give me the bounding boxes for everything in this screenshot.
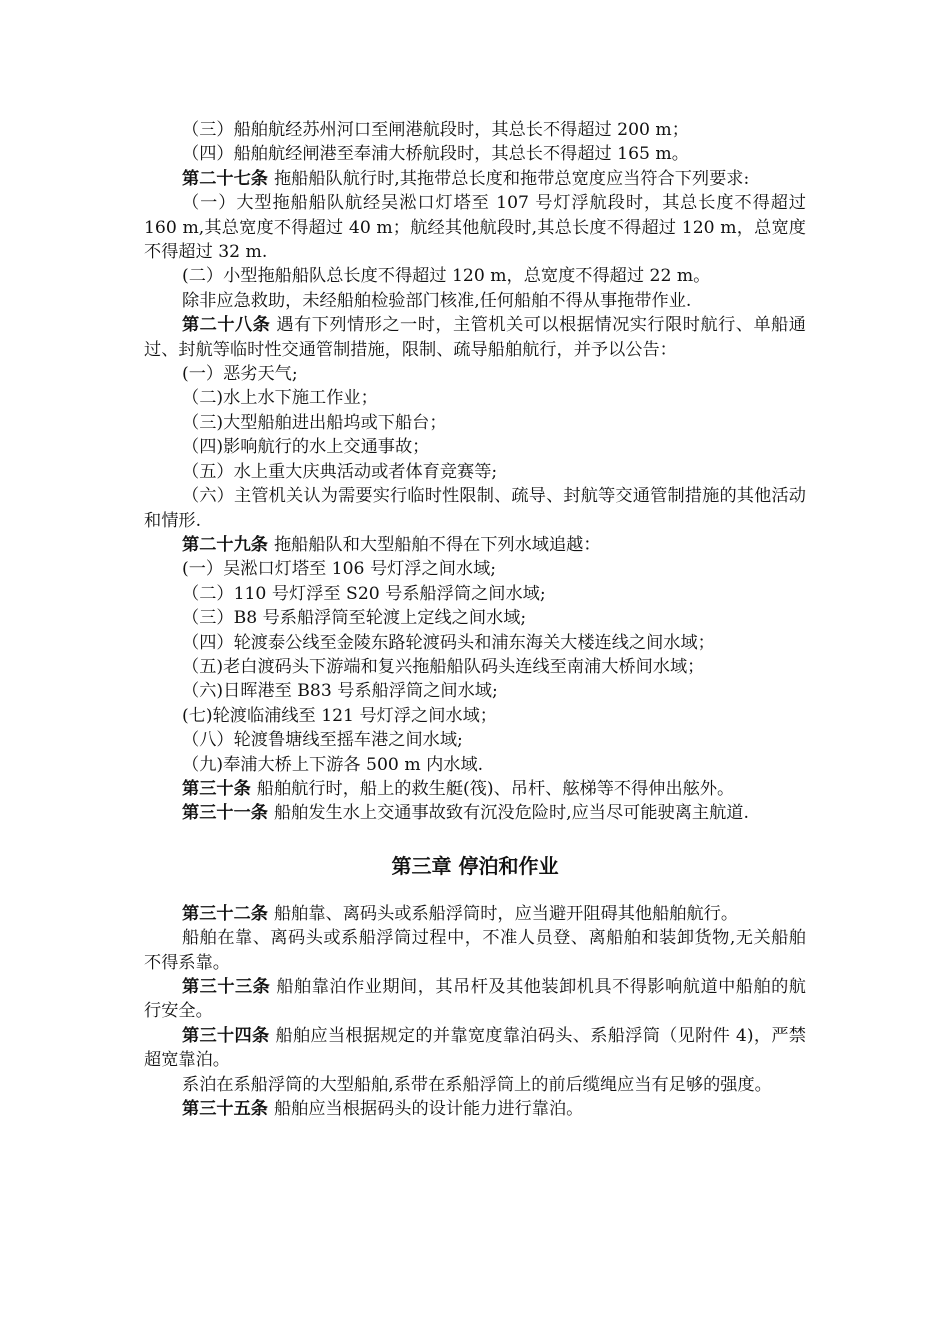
article-label: 第二十九条 <box>182 534 268 555</box>
article-text: 船舶靠泊作业期间，其吊杆及其他装卸机具不得影响航道中船舶的航行安全。 <box>144 977 806 1022</box>
article-label: 第三十二条 <box>182 903 268 924</box>
article-35 <box>144 1097 806 1121</box>
article-text: 船舶应当根据码头的设计能力进行靠泊。 <box>273 1099 584 1120</box>
article-label: 第三十三条 <box>182 977 271 997</box>
list-item: (一）吴淞口灯塔至 106 号灯浮之间水域; <box>182 559 497 580</box>
list-item: （六）主管机关认为需要实行临时性限制、疏导、封航等交通管制措施的其他活动和情形. <box>144 486 806 531</box>
article-28 <box>144 313 806 362</box>
clause-4: （四）船舶航经闸港至奉浦大桥航段时，其总长不得超过 165 m。 <box>182 144 689 165</box>
list-item: （三）B8 号系船浮筒至轮渡上定线之间水域; <box>182 608 527 629</box>
chapter-title: 第三章 停泊和作业 <box>391 853 559 878</box>
article-27 <box>144 167 806 191</box>
article-text: 拖船船队航行时,其拖带总长度和拖带总宽度应当符合下列要求: <box>273 168 750 189</box>
list-item: (二）小型拖船船队总长度不得超过 120 m，总宽度不得超过 22 m。 <box>182 266 711 287</box>
list-item: （六)日晖港至 B83 号系船浮筒之间水域; <box>182 681 498 702</box>
article-text: 拖船船队和大型船舶不得在下列水域追越： <box>273 534 601 555</box>
article-text: 船舶应当根据规定的并靠宽度靠泊码头、系船浮筒（见附件 4)，严禁超宽靠泊。 <box>144 1025 806 1071</box>
article-label: 第三十四条 <box>182 1025 270 1046</box>
list-item: （一）大型拖船船队航经吴淞口灯塔至 107 号灯浮航段时，其总长度不得超过 160 m,其总宽度不得超过 40 m；航经其他航段时,其总长度不得超过 120 m，总宽度不得超过 32 m. <box>144 193 806 263</box>
article-label: 第二十七条 <box>182 168 268 189</box>
list-item: 除非应急救助，未经船舶检验部门核准,任何船舶不得从事拖带作业. <box>182 290 692 311</box>
paragraph: 船舶在靠、离码头或系船浮筒过程中，不准人员登、离船舶和装卸货物,无关船舶不得系靠。 <box>144 928 806 973</box>
paragraph: 系泊在系船浮筒的大型船舶,系带在系船浮筒上的前后缆绳应当有足够的强度。 <box>182 1074 772 1095</box>
list-item: （二)水上水下施工作业； <box>182 388 378 409</box>
list-item: （四)影响航行的水上交通事故； <box>182 437 430 458</box>
article-text: 船舶发生水上交通事故致有沉没危险时,应当尽可能驶离主航道. <box>273 803 749 824</box>
article-text: 遇有下列情形之一时，主管机关可以根据情况实行限时航行、单船通过、封航等临时性交通管制措施，限制、疏导船舶航行，并予以公告： <box>144 315 806 360</box>
article-label: 第二十八条 <box>182 315 271 336</box>
article-32 <box>144 902 806 926</box>
article-33 <box>144 975 806 1024</box>
list-item: （三)大型船舶进出船坞或下船台； <box>182 412 447 433</box>
list-item: （八）轮渡鲁塘线至摇车港之间水域; <box>182 730 463 751</box>
article-29 <box>144 533 806 557</box>
article-text: 船舶靠、离码头或系船浮筒时，应当避开阻碍其他船舶航行。 <box>273 903 739 924</box>
document-page <box>144 118 806 1121</box>
article-30 <box>144 777 806 801</box>
article-label: 第三十一条 <box>182 803 268 824</box>
clause-3: （三）船舶航经苏州河口至闸港航段时，其总长不得超过 200 m； <box>182 120 689 140</box>
list-item: (一）恶劣天气; <box>182 364 298 385</box>
article-text: 船舶航行时，船上的救生艇(筏)、吊杆、舷梯等不得伸出舷外。 <box>256 778 735 799</box>
list-item: （五）水上重大庆典活动或者体育竞赛等; <box>182 461 498 482</box>
list-item: （五)老白渡码头下游端和复兴拖船船队码头连线至南浦大桥间水域； <box>182 656 705 677</box>
article-34 <box>144 1024 806 1073</box>
list-item: (七)轮渡临浦线至 121 号灯浮之间水域； <box>182 705 497 726</box>
article-label: 第三十条 <box>182 778 251 799</box>
list-item: （四）轮渡泰公线至金陵东路轮渡码头和浦东海关大楼连线之间水域； <box>182 632 715 653</box>
list-item: （二）110 号灯浮至 S20 号系船浮筒之间水域; <box>182 583 546 604</box>
article-label: 第三十五条 <box>182 1099 268 1120</box>
list-item: （九)奉浦大桥上下游各 500 m 内水域. <box>182 754 484 775</box>
article-31 <box>144 801 806 825</box>
